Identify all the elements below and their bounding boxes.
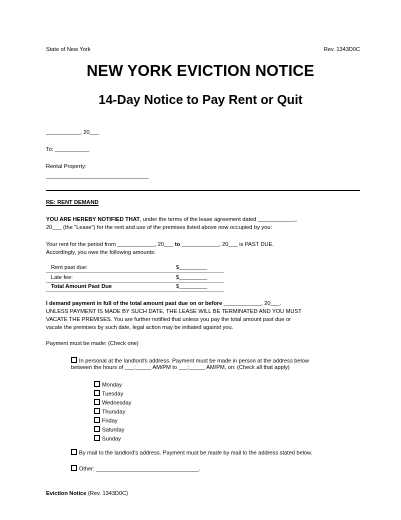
amount-label-late-fee: Late fee: bbox=[51, 275, 73, 281]
thursday-checkbox[interactable] bbox=[94, 408, 100, 414]
footer bbox=[46, 491, 128, 498]
amount-label-total: Total Amount Past Due bbox=[51, 284, 112, 290]
demand-line-4: vacate the premises by such date, legal action may be initiated against you. bbox=[46, 325, 234, 331]
day-label: Tuesday bbox=[102, 391, 124, 398]
rent-period-to: to bbox=[174, 242, 181, 248]
demand-line-1 bbox=[46, 301, 281, 308]
document-subtitle: 14-Day Notice to Pay Rent or Quit bbox=[98, 92, 303, 107]
day-label: Sunday bbox=[102, 436, 121, 443]
amount-value-rent: $_________ bbox=[176, 265, 208, 271]
to-field: To: ___________ bbox=[46, 147, 90, 153]
rent-period-b: ____________, 20___ is PAST DUE. bbox=[180, 242, 274, 248]
option-other bbox=[71, 465, 200, 474]
day-label: Saturday bbox=[102, 427, 125, 434]
notified-line-2: 20___ (the "Lease") for the rent and use of the premises listed above now occupied by you: bbox=[46, 225, 272, 231]
saturday-checkbox[interactable] bbox=[94, 426, 100, 432]
demand-rest: ____________, 20___. bbox=[222, 301, 282, 307]
amount-value-late-fee: $_________ bbox=[176, 275, 208, 281]
amount-row-divider bbox=[46, 282, 224, 283]
day-label: Wednesday bbox=[102, 400, 132, 407]
day-label: Monday bbox=[102, 382, 122, 389]
sunday-checkbox[interactable] bbox=[94, 435, 100, 441]
rent-period-line-2: Accordingly, you owe the following amounts: bbox=[46, 250, 156, 256]
revision-label: Rev. 1343D0C bbox=[323, 47, 360, 53]
other-checkbox[interactable] bbox=[71, 465, 77, 471]
day-friday bbox=[94, 417, 118, 426]
day-label: Thursday bbox=[102, 409, 126, 416]
wednesday-checkbox[interactable] bbox=[94, 399, 100, 405]
in-person-text: In personal at the landlord's address. Payment must be made in person at the address below bbox=[79, 358, 309, 365]
in-person-hours: between the hours of ___:_____ AM/PM to ___:_____ AM/PM, on: (Check all that apply) bbox=[71, 365, 290, 371]
day-thursday bbox=[94, 408, 125, 417]
notified-bold: YOU ARE HEREBY NOTIFIED THAT bbox=[46, 217, 140, 223]
day-tuesday bbox=[94, 390, 123, 399]
payment-method-label: Payment must be made: (Check one) bbox=[46, 341, 139, 347]
amount-label-rent: Rent past due: bbox=[51, 265, 88, 271]
rent-period-line-1 bbox=[46, 242, 274, 249]
document-title: NEW YORK EVICTION NOTICE bbox=[86, 63, 315, 80]
section-heading: RE: RENT DEMAND bbox=[46, 200, 99, 206]
tuesday-checkbox[interactable] bbox=[94, 390, 100, 396]
other-text: Other: _________________________________. bbox=[79, 466, 201, 473]
amount-row-divider bbox=[46, 291, 224, 292]
day-sunday bbox=[94, 435, 121, 444]
option-by-mail bbox=[71, 449, 312, 458]
amount-row-divider bbox=[46, 272, 224, 273]
day-monday bbox=[94, 381, 122, 390]
section-divider bbox=[46, 190, 360, 191]
footer-rev: (Rev. 1343D0C) bbox=[87, 491, 128, 497]
demand-bold: I demand payment in full of the total amount past due on or before bbox=[46, 301, 223, 307]
in-person-checkbox[interactable] bbox=[71, 357, 77, 363]
by-mail-text: By mail to the landlord's address. Payment must be made by mail to the address stated below. bbox=[79, 450, 313, 457]
amount-value-total: $_________ bbox=[176, 284, 208, 290]
rent-period-a: Your rent for the period from ____________, 20___ bbox=[46, 242, 175, 248]
footer-label: Eviction Notice bbox=[46, 491, 87, 497]
notified-rest: , under the terms of the lease agreement dated ____________, bbox=[139, 217, 297, 223]
rental-property-label: Rental Property: bbox=[46, 164, 87, 170]
monday-checkbox[interactable] bbox=[94, 381, 100, 387]
friday-checkbox[interactable] bbox=[94, 417, 100, 423]
demand-line-2: UNLESS PAYMENT IS MADE BY SUCH DATE, THE LEASE WILL BE TERMINATED AND YOU MUST bbox=[46, 309, 302, 315]
day-saturday bbox=[94, 426, 124, 435]
state-label: State of New York bbox=[46, 47, 91, 53]
notified-line-1 bbox=[46, 217, 297, 224]
by-mail-checkbox[interactable] bbox=[71, 449, 77, 455]
demand-line-3: VACATE THE PREMISES. You are further notified that unless you pay the total amount past due or bbox=[46, 317, 292, 323]
day-wednesday bbox=[94, 399, 131, 408]
date-field: ___________, 20___ bbox=[46, 130, 99, 136]
day-label: Friday bbox=[102, 418, 118, 425]
rental-property-line: _________________________________ bbox=[46, 174, 149, 180]
